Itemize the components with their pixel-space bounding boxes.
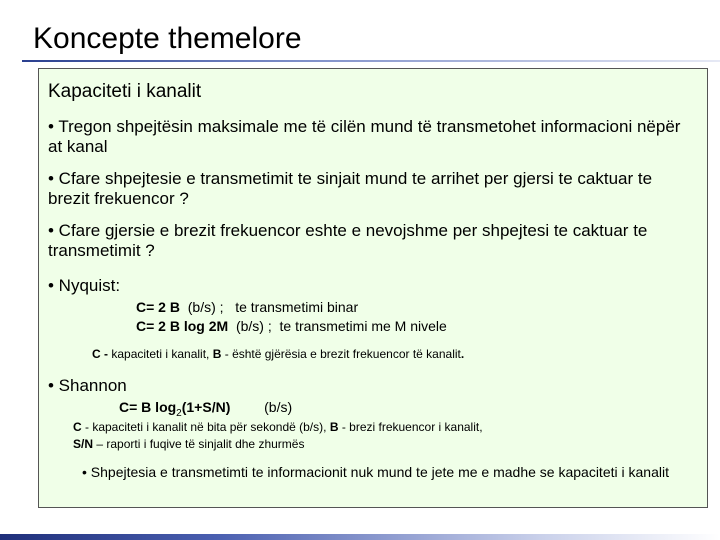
content-box <box>38 68 708 508</box>
nyquist-formula-binary <box>136 298 358 316</box>
shannon-note-text2: - brezi frekuencor i kanalit, <box>338 420 483 434</box>
nyquist-formula-multilevel <box>136 317 447 335</box>
shannon-formula-post: (1+S/N) <box>181 399 231 415</box>
nyquist-note <box>92 346 464 362</box>
shannon-note-1 <box>73 419 483 435</box>
shannon-note-2 <box>73 436 304 452</box>
shannon-note-b: B <box>329 420 339 434</box>
shannon-note-c: C <box>73 420 82 434</box>
nyquist-unit-1: (b/s) ; <box>187 299 224 315</box>
bottom-bar <box>0 534 720 540</box>
nyquist-desc-1: te transmetimi binar <box>235 299 359 315</box>
conclusion: • Shpejtesia e transmetimti te informacionit nuk mund te jete me e madhe se kapaciteti i kanalit <box>82 464 669 480</box>
shannon-note-sn: S/N <box>73 437 94 451</box>
nyquist-desc-2: te transmetimi me M nivele <box>279 318 447 334</box>
shannon-formula-pre: C= B log <box>119 399 177 415</box>
nyquist-formula-1: C= 2 B <box>136 299 180 315</box>
bullet-question-speed: • Cfare shpejtesie e transmetimit te sinjait mund te arrihet per gjersi te caktuar te brezit frekuencor ? <box>48 169 653 208</box>
shannon-label: • Shannon <box>48 376 127 395</box>
shannon-note-text1: - kapaciteti i kanalit në bita për sekondë (b/s), <box>81 420 330 434</box>
nyquist-note-c: C - <box>92 347 108 361</box>
shannon-formula-sub: 2 <box>176 407 182 419</box>
nyquist-note-text1: kapaciteti i kanalit, <box>111 347 213 361</box>
nyquist-note-end: . <box>460 347 465 361</box>
bullet-definition: • Tregon shpejtësin maksimale me të cilën mund të transmetohet informacioni nëpër at kanal <box>48 117 681 156</box>
nyquist-note-text2: - është gjërësia e brezit frekuencor të kanalit <box>221 347 461 361</box>
title-divider <box>22 60 720 62</box>
slide-title: Koncepte themelore <box>33 22 302 55</box>
section-heading: Kapaciteti i kanalit <box>48 81 202 102</box>
shannon-unit: (b/s) <box>264 399 293 415</box>
nyquist-note-b: B <box>212 347 222 361</box>
bullet-question-bandwidth: • Cfare gjersie e brezit frekuencor eshte e nevojshme per shpejtesi te caktuar te transmetimit ? <box>48 221 648 260</box>
nyquist-label: • Nyquist: <box>48 276 121 295</box>
nyquist-unit-2: (b/s) ; <box>235 318 272 334</box>
nyquist-formula-2: C= 2 B log 2M <box>136 318 229 334</box>
shannon-note-text: – raporti i fuqive të sinjalit dhe zhurmës <box>93 437 305 451</box>
